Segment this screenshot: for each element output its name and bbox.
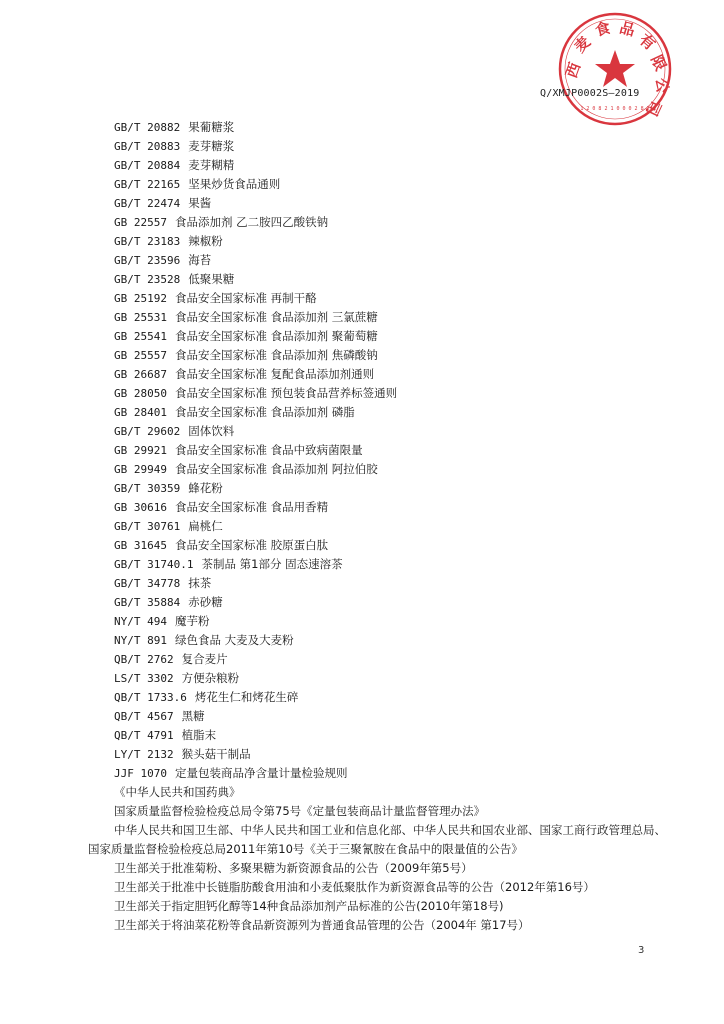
list-item: GB 31645 食品安全国家标准 胶原蛋白肽 [114, 538, 329, 552]
svg-text:司: 司 [642, 97, 665, 119]
list-item: GB 25541 食品安全国家标准 食品添加剂 聚葡萄糖 [114, 329, 378, 343]
list-item: GB/T 22165 坚果炒货食品通则 [114, 177, 281, 191]
list-item: GB 22557 食品添加剂 乙二胺四乙酸铁钠 [114, 215, 329, 229]
list-item: GB 26687 食品安全国家标准 复配食品添加剂通则 [114, 367, 375, 381]
list-item: GB/T 23596 海苔 [114, 253, 212, 267]
svg-text:品: 品 [617, 18, 637, 40]
list-item: GB/T 31740.1 茶制品 第1部分 固态速溶茶 [114, 557, 343, 571]
list-item: LS/T 3302 方便杂粮粉 [114, 671, 240, 685]
list-item: GB 28050 食品安全国家标准 预包装食品营养标签通则 [114, 386, 398, 400]
document-code: Q/XMJP0002S—2019 [540, 88, 640, 99]
normative-references-list [88, 118, 674, 935]
list-item: GB/T 35884 赤砂糖 [114, 595, 223, 609]
reference-paragraph: 卫生部关于批准菊粉、多聚果糖为新资源食品的公告（2009年第5号） [114, 861, 473, 875]
list-item: GB/T 23183 辣椒粉 [114, 234, 223, 248]
list-item: GB 29921 食品安全国家标准 食品中致病菌限量 [114, 443, 363, 457]
list-item: QB/T 2762 复合麦片 [114, 652, 228, 666]
reference-paragraph: 卫生部关于指定胆钙化醇等14种食品添加剂产品标准的公告(2010年第18号) [114, 899, 504, 913]
list-item: GB/T 29602 固体饮料 [114, 424, 235, 438]
list-item: NY/T 494 魔芋粉 [114, 614, 210, 628]
list-item: QB/T 1733.6 烤花生仁和烤花生碎 [114, 690, 299, 704]
list-item: JJF 1070 定量包装商品净含量计量检验规则 [114, 766, 348, 780]
list-item: GB/T 22474 果酱 [114, 196, 212, 210]
svg-text:有: 有 [635, 30, 659, 54]
list-item: GB 25531 食品安全国家标准 食品添加剂 三氯蔗糖 [114, 310, 378, 324]
svg-text:食: 食 [593, 18, 613, 40]
list-item: GB/T 30761 扁桃仁 [114, 519, 223, 533]
list-item: GB/T 20883 麦芽糖浆 [114, 139, 235, 153]
reference-paragraph: 国家质量监督检验检疫总局令第75号《定量包装商品计量监督管理办法》 [114, 804, 486, 818]
list-item: GB 28401 食品安全国家标准 食品添加剂 磷脂 [114, 405, 355, 419]
list-item: GB 29949 食品安全国家标准 食品添加剂 阿拉伯胶 [114, 462, 378, 476]
list-item: LY/T 2132 猴头菇干制品 [114, 747, 251, 761]
list-item: GB 25192 食品安全国家标准 再制干酪 [114, 291, 317, 305]
reference-paragraph: 中华人民共和国卫生部、中华人民共和国工业和信息化部、中华人民共和国农业部、国家工商行政管理总局、国家质量监督检验检疫总局2011年第10号《关于三聚氰胺在食品中的限量值的公告》 [88, 823, 666, 856]
svg-text:麦: 麦 [570, 32, 595, 57]
list-item: GB 30616 食品安全国家标准 食品用香精 [114, 500, 329, 514]
reference-paragraph: 卫生部关于批准中长链脂肪酸食用油和小麦低聚肽作为新资源食品等的公告（2012年第16号） [114, 880, 595, 894]
list-item: QB/T 4791 植脂末 [114, 728, 217, 742]
company-seal-stamp [556, 10, 674, 128]
svg-text:西: 西 [562, 60, 585, 81]
list-item: QB/T 4567 黑糖 [114, 709, 205, 723]
svg-text:限: 限 [647, 52, 670, 74]
list-item: NY/T 891 绿色食品 大麦及大麦粉 [114, 633, 294, 647]
list-item: GB/T 34778 抹茶 [114, 576, 212, 590]
list-item: GB/T 23528 低聚果糖 [114, 272, 235, 286]
svg-text:公: 公 [652, 77, 672, 94]
list-item: GB/T 30359 蜂花粉 [114, 481, 223, 495]
list-item: GB/T 20884 麦芽糊精 [114, 158, 235, 172]
svg-text:1 2 0 8 2 1 0 0 0 2 8 2: 1 2 0 8 2 1 0 0 0 2 8 2 [580, 106, 650, 112]
reference-paragraph: 卫生部关于将油菜花粉等食品新资源列为普通食品管理的公告（2004年 第17号） [114, 918, 530, 932]
reference-paragraph: 《中华人民共和国药典》 [114, 785, 241, 799]
list-item: GB 25557 食品安全国家标准 食品添加剂 焦磷酸钠 [114, 348, 378, 362]
page-number: 3 [638, 945, 645, 956]
list-item: GB/T 20882 果葡糖浆 [114, 120, 235, 134]
